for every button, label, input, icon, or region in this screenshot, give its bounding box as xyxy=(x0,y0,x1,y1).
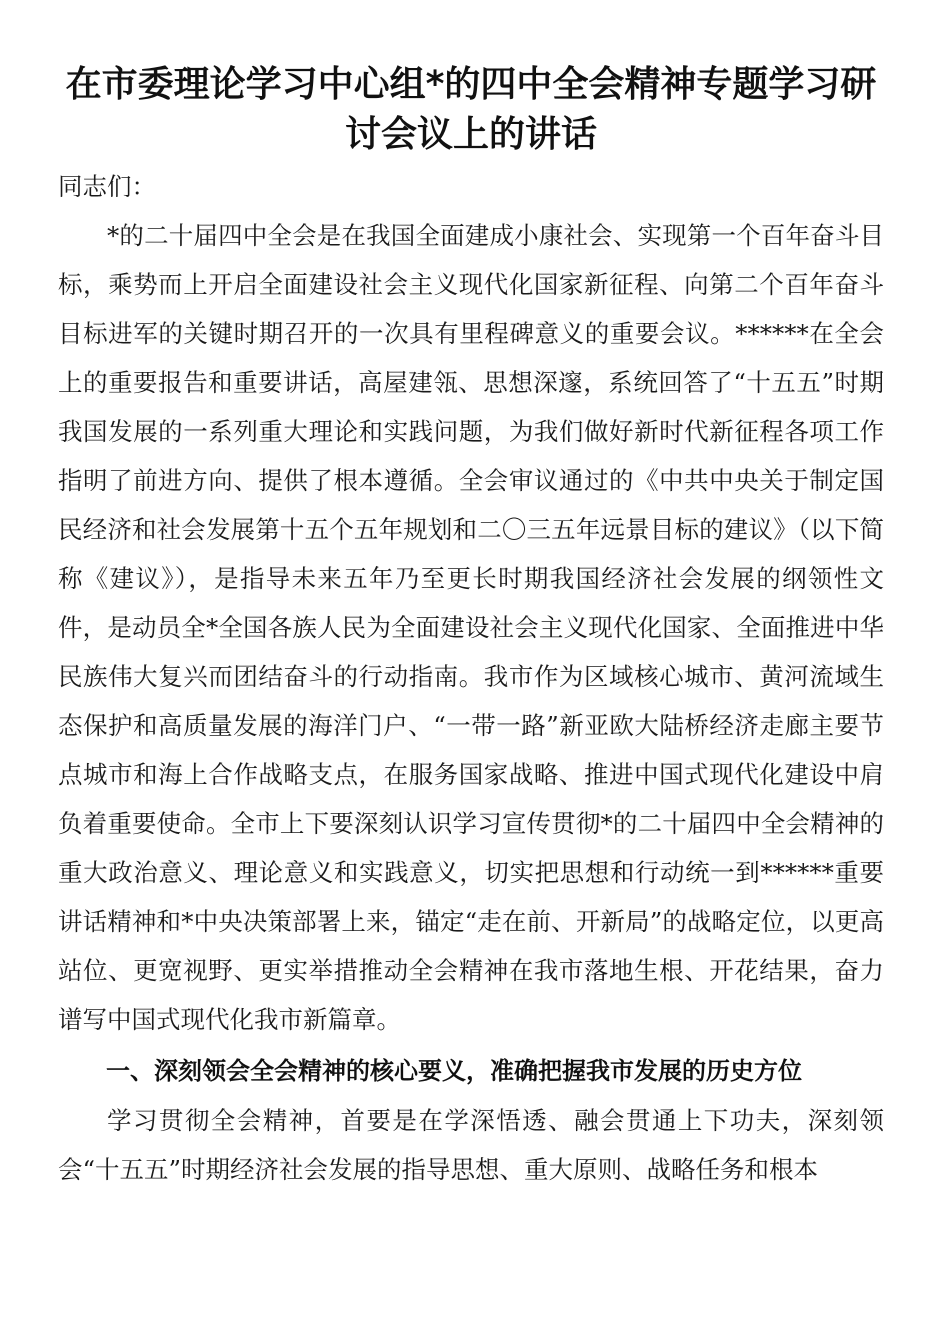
section-heading-1: 一、深刻领会全会精神的核心要义，准确把握我市发展的历史方位 xyxy=(106,1057,802,1085)
section-1-paragraph: 学习贯彻全会精神，首要是在学深悟透、融会贯通上下功夫，深刻领会“十五五”时期经济社会发展的指导思想、重大原则、战略任务和根本 xyxy=(58,1106,884,1184)
salutation: 同志们： xyxy=(58,172,156,201)
document-title: 在市委理论学习中心组*的四中全会精神专题学习研讨会议上的讲话 xyxy=(65,64,877,155)
intro-paragraph: *的二十届四中全会是在我国全面建成小康社会、实现第一个百年奋斗目标，乘势而上开启全面建设社会主义现代化国家新征程、向第二个百年奋斗目标进军的关键时期召开的一次具有里程碑意义的重要会议。******在全会上的重要报告和重要讲话，高屋建瓴、思想深邃，系统回答了“十五五”时期我国发展的一系列重大理论和实践问题，为我们做好新时代新征程各项工作指明了前进方向、提供了根本遵循。全会审议通过的《中共中央关于制定国民经济和社会发展第十五个五年规划和二〇三五年远景目标的建议》（以下简称《建议》），是指导未来五年乃至更长时期我国经济社会发展的纲领性文件，是动员全*全国各族人民为全面建设社会主义现代化国家、全面推进中华民族伟大复兴而团结奋斗的行动指南。我市作为区域核心城市、黄河流域生态保护和高质量发展的海洋门户、“一带一路”新亚欧大陆桥经济走廊主要节点城市和海上合作战略支点，在服务国家战略、推进中国式现代化建设中肩负着重要使命。全市上下要深刻认识学习宣传贯彻*的二十届四中全会精神的重大政治意义、理论意义和实践意义，切实把思想和行动统一到******重要讲话精神和*中央决策部署上来，锚定“走在前、开新局”的战略定位，以更高站位、更宽视野、更实举措推动全会精神在我市落地生根、开花结果，奋力谱写中国式现代化我市新篇章。 xyxy=(58,221,884,1034)
